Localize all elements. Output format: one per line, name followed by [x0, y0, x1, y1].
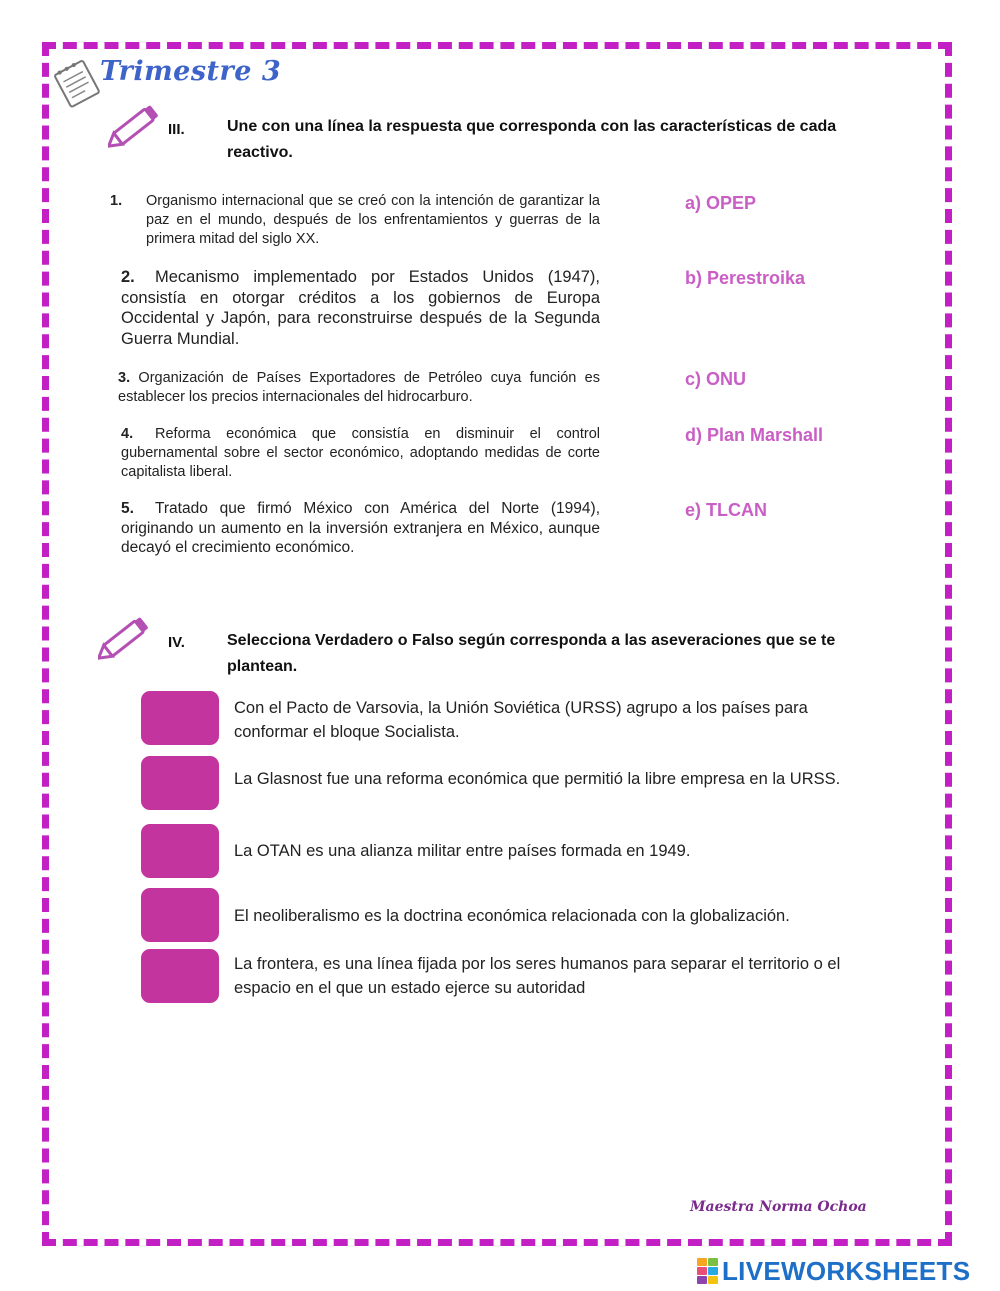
statement-text: La Glasnost fue una reforma económica que permitió la libre empresa en la URSS. — [234, 770, 841, 788]
question-number: 1. — [110, 193, 123, 209]
answer-option[interactable]: b) Perestroika — [685, 268, 806, 288]
page-title: Trimestre 3 — [100, 56, 282, 87]
question-number: 3. — [118, 370, 131, 386]
answer-option[interactable]: e) TLCAN — [685, 500, 767, 520]
question-text: Reforma económica que consistía en disminuir el control gubernamental sobre el sector económico, adoptando medidas de corte capitalista liberal. — [121, 426, 600, 480]
notebook-icon — [50, 56, 102, 108]
answer-box[interactable] — [141, 691, 219, 745]
question-number: 5. — [121, 500, 134, 517]
question-text: Organización de Países Exportadores de Petróleo cuya función es establecer los precios internacionales del hidrocarburo. — [118, 370, 600, 405]
statement-text: Con el Pacto de Varsovia, la Unión Soviética (URSS) agrupo a los países para conformar el bloque Socialista. — [234, 699, 808, 741]
question-item — [110, 192, 600, 249]
answer-option[interactable]: c) ONU — [685, 369, 747, 389]
answer-box[interactable] — [141, 824, 219, 878]
brand-logo[interactable] — [697, 1256, 970, 1287]
statement-text: El neoliberalismo es la doctrina económica relacionada con la globalización. — [234, 907, 790, 925]
section-number: III. — [168, 121, 185, 138]
answer-option[interactable]: a) OPEP — [685, 193, 757, 213]
statement-text: La OTAN es una alianza militar entre países formada en 1949. — [234, 842, 691, 860]
brand-name: LIVEWORKSHEETS — [722, 1256, 971, 1286]
section-instruction: Selecciona Verdadero o Falso según corresponda a las aseveraciones que se te plantean. — [227, 632, 836, 675]
section-number: IV. — [168, 634, 185, 651]
question-item — [118, 369, 600, 407]
question-item — [121, 499, 600, 558]
question-item — [121, 267, 600, 349]
question-text: Organismo internacional que se creó con la intención de garantizar la paz en el mundo, después de los enfrentamientos y guerras de la primera mitad del siglo XX. — [146, 193, 600, 247]
question-text: Mecanismo implementado por Estados Unidos (1947), consistía en otorgar créditos a los gobiernos de Europa Occidental y Japón, para reconstruirse después de la Segunda Guerra Mundial. — [121, 268, 600, 348]
answer-box[interactable] — [141, 888, 219, 942]
pencil-icon — [98, 612, 154, 664]
answer-box[interactable] — [141, 949, 219, 1003]
answer-box[interactable] — [141, 756, 219, 810]
question-text: Tratado que firmó México con América del Norte (1994), originando un aumento en la inversión extranjera en México, aunque decayó el crecimiento económico. — [121, 500, 600, 556]
question-item — [121, 425, 600, 482]
liveworksheets-icon — [697, 1258, 719, 1286]
section-instruction: Une con una línea la respuesta que corresponda con las características de cada reactivo. — [227, 118, 837, 161]
question-number: 4. — [121, 426, 134, 442]
teacher-signature: Maestra Norma Ochoa — [690, 1199, 867, 1215]
answer-option[interactable]: d) Plan Marshall — [685, 425, 824, 445]
question-number: 2. — [121, 268, 135, 286]
pencil-icon — [108, 100, 164, 152]
statement-text: La frontera, es una línea fijada por los seres humanos para separar el territorio o el espacio en el que un estado ejerce su autoridad — [234, 955, 841, 997]
